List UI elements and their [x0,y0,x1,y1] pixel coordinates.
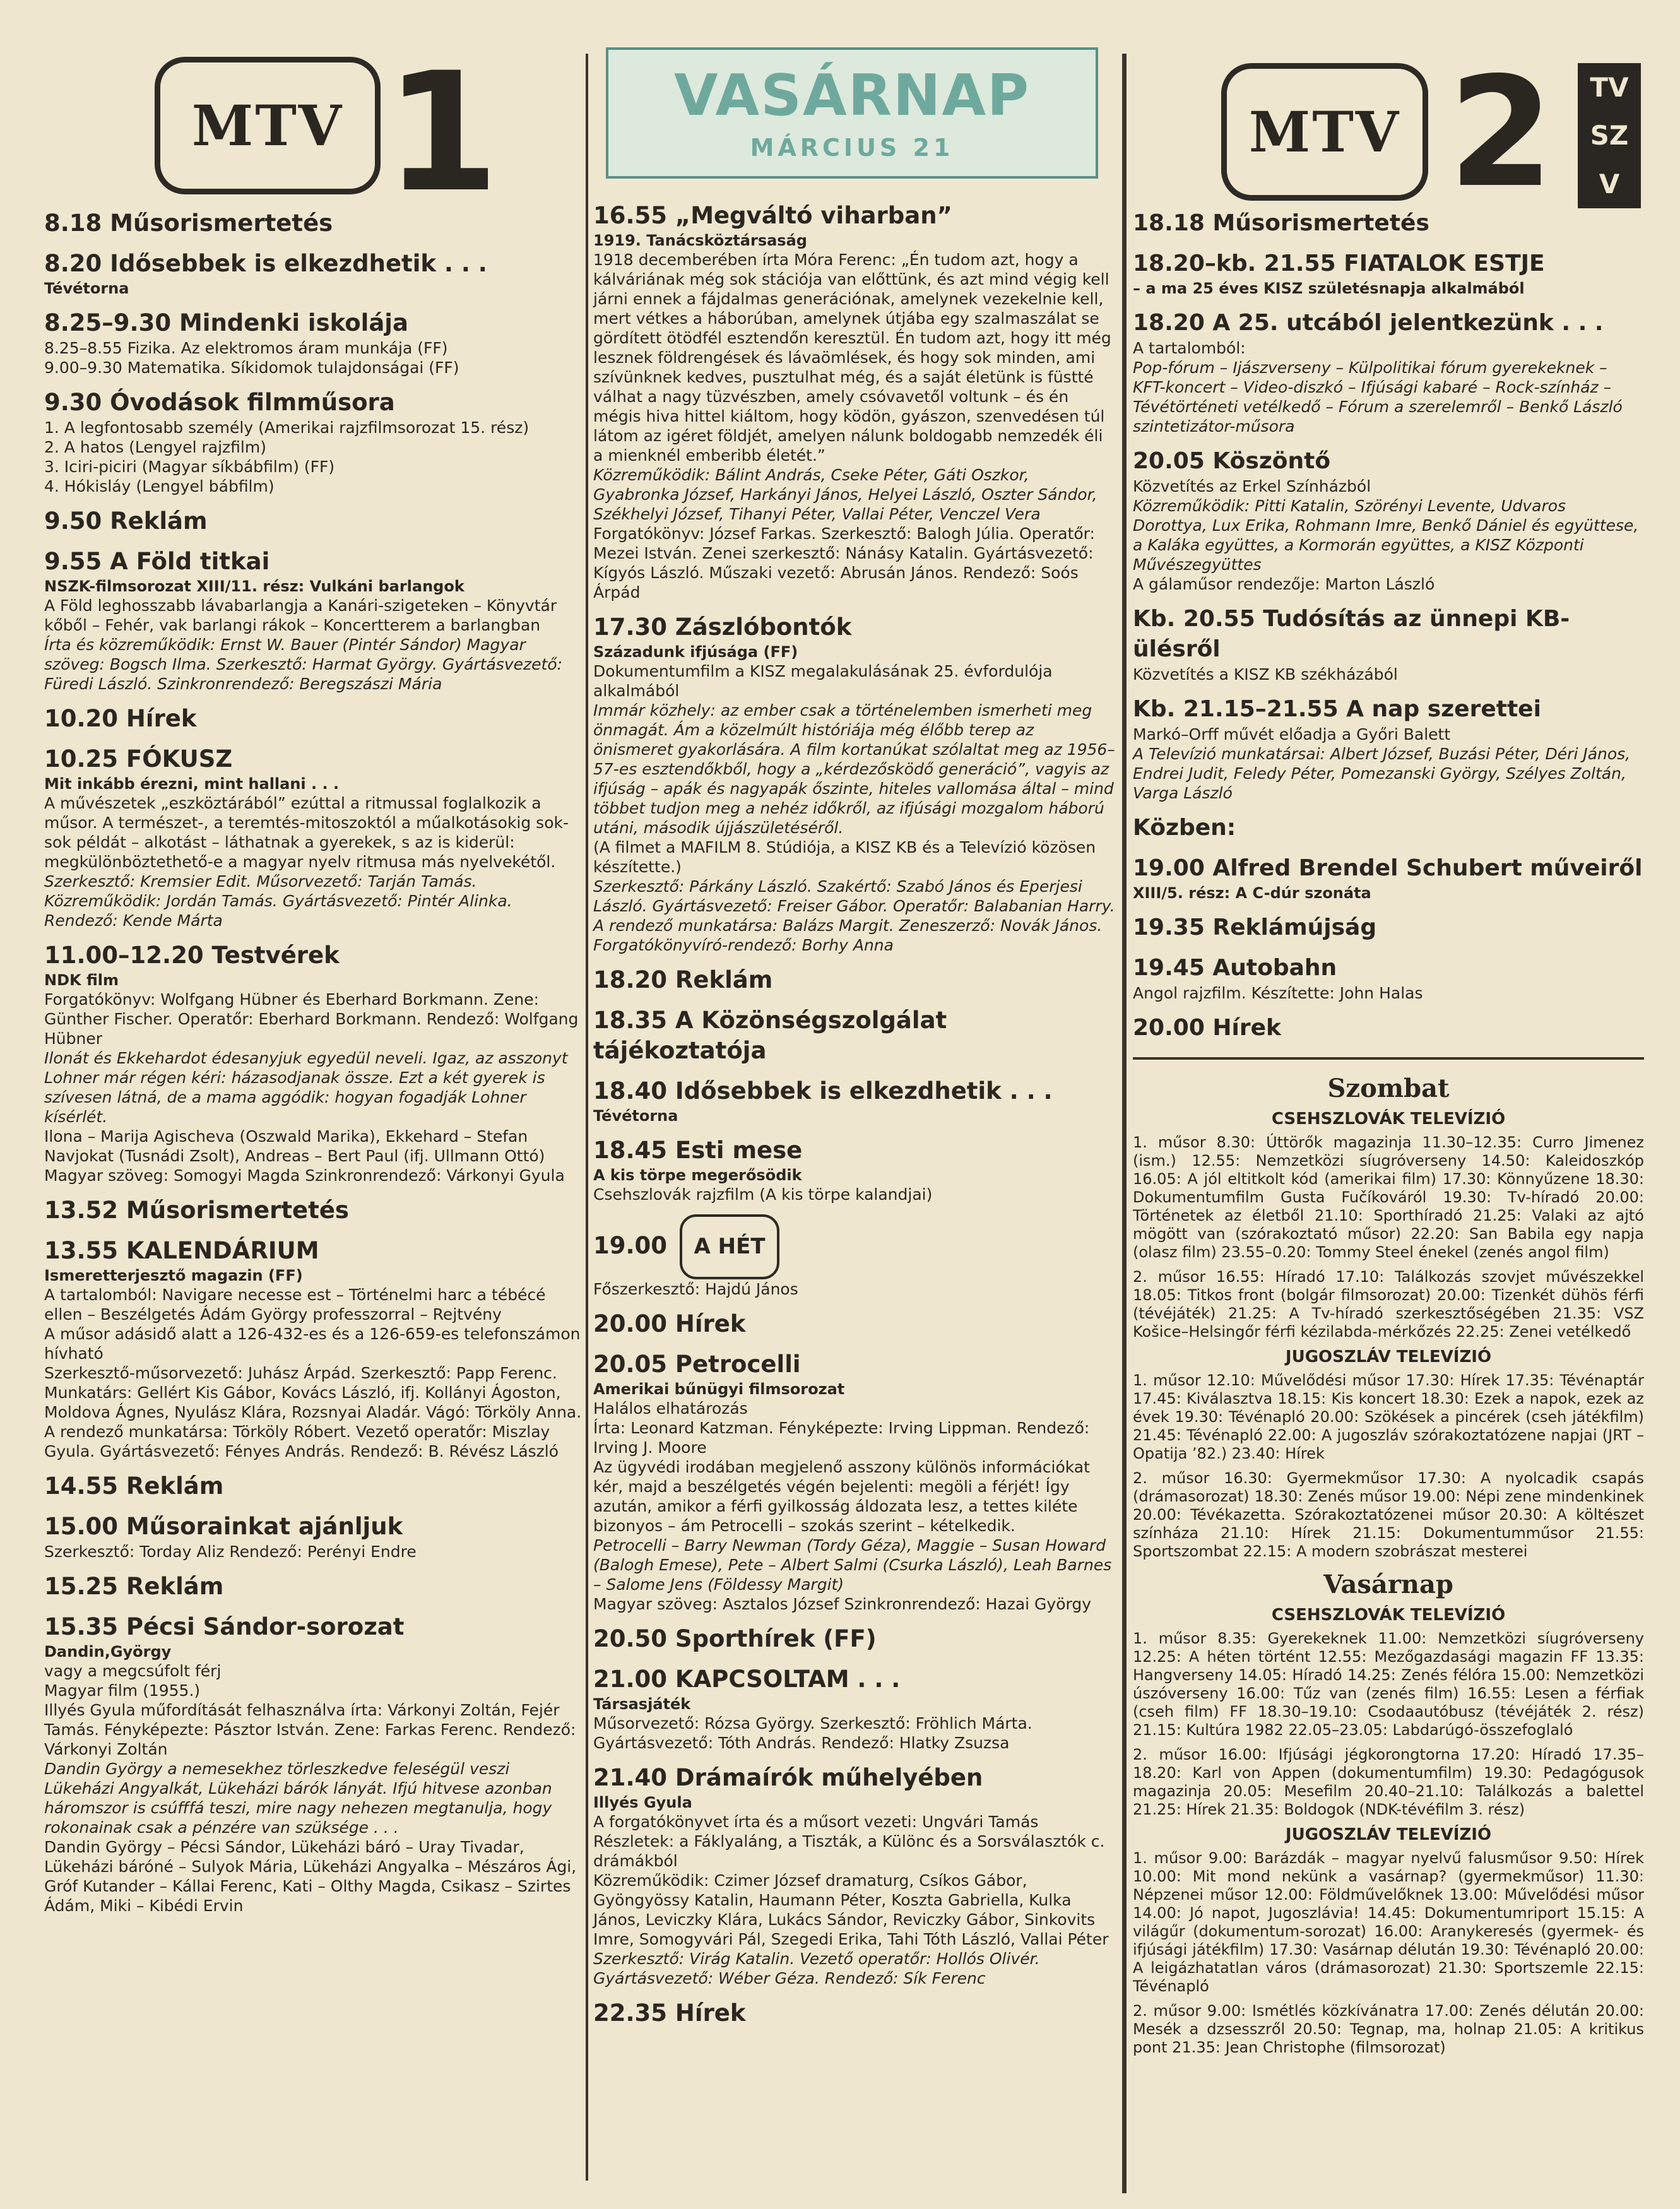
mtv2-header [1133,44,1644,221]
program-title-text: Kb. 20.55 Tudósítás az ünnepi KB-ülésről [1133,606,1570,662]
foreign-listing: 1. műsor 12.10: Művelődési műsor 17.30: Hírek 17.35: Tévénaptár 17.45: Kiválasztva 18.15: Kis koncert 18.30: Ezek a napok, ezek az évek 19.30: Tévénapló 20.00: Szökések a pincérek (cseh játékfilm) 21.45: Tévénapló 22.00: A jugoszláv szórakoztatózene napjai (JRT – Opatija ’82.) 23.40: Hírek [1133,1371,1644,1462]
sunday-program-list [593,201,1117,2028]
program-title [1133,813,1644,843]
program-title-text: 19.35 Reklámújság [1133,915,1377,940]
program-detail: A Televízió munkatársai: Albert József, Buzási Péter, Déri János, Endrei Judit, Feledy Péter, Pomezanski György, Szélyes Zoltán, Varga László [1133,745,1631,802]
program-detail: Műsorvezető: Rózsa György. Szerkesztő: Fröhlich Márta. Gyártásvezető: Tóth András. Rendező: Hlatky Zsuzsa [593,1714,1032,1752]
program-detail: Dandin György – Pécsi Sándor, Lükeházi báró – Uray Tivadar, Lükeházi báróné – Sulyok Mária, Lükeházi Angyalka – Mészáros Ági, Gróf Kutander – Kállai Ferenc, Kati – Olthy Magda, Csikasz – Szirtes Ádám, Miki – Kibédi Ervin [44,1838,577,1915]
program-entry [593,1763,1117,1988]
program-detail: Közreműködik: Bálint András, Cseke Péter, Gáti Oszkor, Gyabronka József, Harkányi János, Helyei László, Oszter Sándor, Székhelyi József, Tihanyi Péter, Vallai Péter, Venczel Vera [593,466,1097,523]
program-detail: Magyar szöveg: Asztalos József Szinkronrendező: Hazai György [593,1595,1092,1613]
program-entry [1133,853,1644,903]
program-title-text: 19.45 Autobahn [1133,955,1337,981]
program-subtitle: Tévétorna [44,280,129,297]
program-detail: Közreműködik: Pitti Katalin, Szörényi Levente, Udvaros Dorottya, Lux Erika, Rohmann Imre, Benkő Dániel és együttese, a Kaláka együttes, a Kormorán együttes, a KISZ Központi Művészegyüttes [1133,497,1639,574]
program-title [1133,853,1644,884]
foreign-listing: 2. műsor 16.30: Gyermekműsor 17.30: A nyolcadik csapás (drámasorozat) 18.30: Zenés műsor 19.00: Népi zene mindenkinek 20.00: Tévékazetta. Szórakoztatózenei műsor 20.30: A költészet színháza 21.10: Hírek 21.15: Dokumentumműsor 21.55: Sportszombat 22.15: A modern szobrászat mesterei [1133,1469,1644,1560]
program-title-text: Közben: [1133,815,1236,841]
program-title-text: 20.05 Petrocelli [593,1351,801,1378]
program-title-text: 22.35 Hírek [593,1999,746,2027]
program-entry [44,1572,584,1602]
tvsz-badge [1578,63,1641,208]
program-entry [593,612,1117,955]
program-detail: Közvetítés a KISZ KB székházából [1133,665,1398,684]
column-divider [1122,54,1127,2193]
program-entry [1133,249,1644,298]
program-title-text: 18.20 A 25. utcából jelentkezünk . . . [1133,310,1604,336]
program-entry [593,1135,1117,1204]
program-title [44,506,584,536]
program-entry [1133,913,1644,943]
program-subtitle: Társasjáték [593,1695,691,1713]
program-detail: Szerkesztő: Virág Katalin. Vezető operatőr: Hollós Olivér. Gyártásvezető: Wéber Géza. Rendező: Sík Ferenc [593,1950,1040,1987]
a-het-logo: A HÉT [680,1214,779,1279]
program-title [1133,913,1644,943]
program-title-text: 20.00 Hírek [593,1310,746,1337]
program-title-text: 15.35 Pécsi Sándor-sorozat [44,1613,405,1640]
badge-line: SZ [1590,120,1629,151]
program-detail: 8.25–8.55 Fizika. Az elektromos áram munkája (FF) [44,339,448,357]
program-entry [593,1624,1117,1654]
program-detail: 1. A legfontosabb személy (Amerikai rajzfilmsorozat 15. rész) [44,418,529,437]
program-detail: Markó–Orff művét előadja a Győri Balett [1133,725,1451,743]
program-title [593,1309,1117,1339]
program-title-text: Kb. 21.15–21.55 A nap szerettei [1133,696,1541,722]
mtv2-column [1133,44,1644,2063]
channel-number: 2 [1448,44,1554,221]
program-detail: Dokumentumfilm a KISZ megalakulásának 25. évfordulója alkalmából [593,662,1053,700]
program-title-text: 18.20–kb. 21.55 FIATALOK ESTJE [1133,251,1545,276]
day-date: MÁRCIUS 21 [750,134,954,162]
program-detail: Szerkesztő-műsorvezető: Juhász Árpád. Szerkesztő: Papp Ferenc. Munkatárs: Gellért Kis Gábor, Kovács László, ifj. Kollányi Ágoston, Moldova Ágnes, Nyulász Klára, Rozsnyai Aladár. Vágó: Törköly Anna. A rendező munkatársa: Törköly Róbert. Vezető operatőr: Miszlay Gyula. Gyártásvezető: Fényes András. Rendező: B. Révész László [44,1364,582,1460]
program-detail: A művészetek „eszköztárából” ezúttal a ritmussal foglalkozik a műsor. A természet-, a teremtés-mitoszoktól a műalkotásokig sok-sok példát – alkotást – láthatnak a gyerekek, s az is kiderül: megkülönböztethető-e a magyar nyelv ritmusa más nyelvekétől. [44,794,569,871]
foreign-listing: 1. műsor 8.35: Gyerekeknek 11.00: Nemzetközi síugróverseny 12.25: A héten történt 12.55: Mezőgazdasági magazin FF 13.35: Hangverseny 14.05: Híradó 14.25: Zenés félóra 15.00: Nemzetközi úszóverseny 16.00: Tűz van (zenés film) 16.55: Lesen a férfiak (cseh film) FF 18.30–19.10: Csodaautóbusz (tévéjáték 2. rész) 21.15: Kultúra 1982 22.05–23.05: Labdarúgó-összefoglaló [1133,1630,1644,1739]
program-title-text: 15.25 Reklám [44,1573,224,1600]
program-entry [593,1214,1117,1299]
program-subtitle: Illyés Gyula [593,1794,692,1811]
foreign-channel-heading: CSEHSZLOVÁK TELEVÍZIÓ [1271,1606,1506,1625]
program-title-text: 8.25–9.30 Mindenki iskolája [44,309,408,336]
program-title [44,1236,584,1266]
program-entry [593,1998,1117,2028]
program-detail: Részletek: a Fáklyaláng, a Tiszták, a Különc és a Sorsválasztók c. drámákból [593,1832,1105,1870]
program-title-text: 20.00 Hírek [1133,1015,1281,1041]
program-detail: Ilonát és Ekkehardot édesanyjuk egyedül neveli. Igaz, az asszonyt Lohner már régen kéri: házasodjanak össze. Ezt a két gyerek is szívesen látná, de a mama aggódik: hogyan fogadják Lohner kísérlét. [44,1049,568,1126]
program-detail: Angol rajzfilm. Készítette: John Halas [1133,984,1423,1002]
program-detail: 9.00–9.30 Matematika. Síkidomok tulajdonságai (FF) [44,358,459,377]
program-detail: A tartalomból: Navigare necesse est – Történelmi harc a tébécé ellen – Beszélgetés Ádám György professzorral – Rejtvény [44,1286,546,1324]
program-title [1133,953,1644,983]
program-title [1133,308,1644,338]
program-detail: Közreműködik: Czimer József dramaturg, Csíkos Gábor, Gyöngyössy Katalin, Haumann Péter, Koszta Gabriella, Kulka János, Leviczky Klára, Lukács Sándor, Reviczky Gábor, Sinkovits Imre, Somogyvári Pál, Szegedi Erika, Tahi Tóth László, Vallai Péter [593,1871,1109,1948]
foreign-day-heading: Szombat [1327,1074,1450,1103]
foreign-channel-heading: JUGOSZLÁV TELEVÍZIÓ [1285,1347,1492,1366]
program-title [1133,446,1644,477]
program-detail: Csehszlovák rajzfilm (A kis törpe kalandjai) [593,1185,933,1204]
program-detail: 2. A hatos (Lengyel rajzfilm) [44,438,266,456]
program-detail: (A filmet a MAFILM 8. Stúdiója, a KISZ KB és a Televízió közösen készítette.) [593,838,1096,876]
program-title [593,1664,1117,1695]
program-detail: 3. Iciri-piciri (Magyar síkbábfilm) (FF) [44,458,335,476]
program-title [44,1195,584,1226]
program-subtitle: Ismeretterjesztő magazin (FF) [44,1267,303,1284]
program-entry [44,308,584,377]
program-entry [44,1512,584,1561]
program-title [1133,208,1644,239]
program-title-text: 9.50 Reklám [44,507,208,535]
program-title-text: 11.00–12.20 Testvérek [44,942,340,969]
program-title [593,1624,1117,1654]
program-detail: Dandin György a nemesekhez törleszkedve feleségül veszi Lükeházi Angyalkát, Lükeházi bárók lányát. Ifjú hitvese azonban háromszor is csúfffá teszi, mire nagy nehezen megtanulja, hogy rokonainak csak a pénzére van szüksége . . . [44,1760,552,1837]
day-banner [606,47,1098,179]
program-title [44,208,584,239]
program-detail: Írta: Leonard Katzman. Fényképezte: Irving Lippman. Rendező: Irving J. Moore [593,1419,1090,1457]
program-title [593,965,1117,995]
program-entry [44,547,584,694]
program-title-text: 18.40 Idősebbek is elkezdhetik . . . [593,1077,1053,1104]
program-title [44,249,584,279]
program-detail: Petrocelli – Barry Newman (Tordy Géza), Maggie – Susan Howard (Balogh Emese), Pete – Albert Salmi (Csurka László), Leah Barnes – Salome Jens (Földessy Margit) [593,1536,1112,1594]
program-detail: Közvetítés az Erkel Színházból [1133,477,1371,495]
program-entry [1133,1013,1644,1043]
program-title-text: 8.18 Műsorismertetés [44,210,333,237]
program-detail: Magyar szöveg: Somogyi Magda Szinkronrendező: Várkonyi Gyula [44,1166,565,1185]
mtv-logo: MTV [155,57,381,194]
program-title-text: 18.35 A Közönségszolgálat tájékoztatója [593,1007,947,1064]
program-title [593,1349,1117,1380]
program-title-text: 21.00 KAPCSOLTAM . . . [593,1666,901,1693]
program-detail: 1918 decemberében írta Móra Ferenc: „Én tudom azt, hogy a kálváriának még sok stációja van előttünk, és azt mind végig kell járni ennek a fájdalmas generációnak, amelynek vezekelnie kell, mert vétkes a háborúban, amelynek útjába egy szalmaszálat se gördített ötödfél esztendőn keresztül. Én tudom azt, hogy itt még lesznek földrengések és lávaömlések, és hogy sok minden, ami szívünknek kedves, pusztulhat még, és a saját életünk is füstté válhat a nagy tüzvészben, amely csóvavetől voltunk – és én mégis hiva hittel kiáltom, hogy ködön, gyászon, szenvedésen túl látom az igéret földjét, amelyen nálunk boldogabb nemzedék éli a mienknél emberibb életét.” [593,251,1111,465]
program-detail: A gálaműsor rendezője: Marton László [1133,575,1435,593]
program-entry [593,965,1117,995]
program-entry [1133,694,1644,803]
program-title [44,308,584,338]
program-title-text: 9.30 Óvodások filmműsora [44,389,395,416]
program-title [1133,249,1644,279]
program-subtitle: NDK film [44,971,119,989]
program-entry [44,506,584,536]
program-entry [44,1195,584,1226]
program-detail: A Föld leghosszabb lávabarlangja a Kanári-szigeteken – Könyvtár kőből – Fehér, vak barlangi rákok – Koncertterem a barlangban [44,596,557,634]
program-subtitle: – a ma 25 éves KISZ születésnapja alkalmából [1133,280,1525,297]
program-detail: Pop-fórum – Ijászverseny – Külpolitikai fórum gyerekeknek – KFT-koncert – Video-diszkó – Ifjúsági kabaré – Rock-színház – Tévétörténeti vetélkedő – Fórum a szerelemről – Benkő László szintetizátor-műsora [1133,358,1623,435]
foreign-listing: 2. műsor 9.00: Ismétlés közkívánatra 17.00: Zenés délután 20.00: Mesék a dzsesszről 20.50: Tegnap, ma, holnap 21.05: A kritikus pont 21.35: Jean Christophe (filmsorozat) [1133,2002,1644,2056]
program-subtitle: NSZK-filmsorozat XIII/11. rész: Vulkáni barlangok [44,577,464,595]
program-title-text: 18.45 Esti mese [593,1137,803,1164]
program-entry [1133,953,1644,1003]
program-title-text: 8.20 Idősebbek is elkezdhetik . . . [44,250,487,277]
program-title-text: 17.30 Zászlóbontók [593,613,852,641]
program-detail: Szerkesztő: Torday Aliz Rendező: Perényi Endre [44,1543,417,1561]
program-entry [593,1076,1117,1125]
program-detail: A tartalomból: [1133,339,1246,357]
program-subtitle: 1919. Tanácsköztársaság [593,232,807,249]
program-title-text: 20.05 Köszöntő [1133,448,1331,474]
program-detail: Ilona – Marija Agischeva (Oszwald Marika), Ekkehard – Stefan Navjokat (Tusnádi Zsolt), Andreas – Bert Paul (ifj. Ullmann Ottó) [44,1127,545,1165]
program-title-text: 10.25 FÓKUSZ [44,745,233,773]
program-title [44,704,584,734]
program-detail: vagy a megcsúfolt férj [44,1662,222,1680]
mtv2-program-list [1133,208,1644,1043]
program-entry [593,1664,1117,1753]
program-detail: 4. Hókisláy (Lengyel bábfilm) [44,477,275,495]
program-subtitle: A kis törpe megerősödik [593,1166,802,1184]
section-divider [1133,1057,1644,1060]
program-entry [593,1349,1117,1614]
program-detail: Magyar film (1955.) [44,1681,201,1700]
program-entry [593,201,1117,602]
program-detail: Forgatókönyv: Wolfgang Hübner és Eberhard Borkmann. Zene: Günther Fischer. Operatőr: Eberhard Borkmann. Rendező: Wolfgang Hübner [44,990,579,1048]
program-title [593,1214,1117,1279]
foreign-listing: 2. műsor 16.55: Híradó 17.10: Találkozás szovjet művészekkel 18.05: Titkos front (bolgár filmsorozat) 20.00: Tizenkét dühös férfi (tévéjáték) 21.25: A Tv-híradó szerkesztőségében 21.35: VSZ Košice–Helsingőr férfi kézilabda-mérkőzés 22.25: Zenei vetélkedő [1133,1268,1644,1341]
column-divider [586,54,588,2181]
program-entry [44,744,584,930]
program-entry [593,1005,1117,1066]
program-title-text: 9.55 A Föld titkai [44,548,270,575]
foreign-listing: 1. műsor 9.00: Barázdák – magyar nyelvű falusműsor 9.50: Hírek 10.00: Mit mond nekünk a vasárnap? (gyermekműsor) 11.30: Népzenei műsor 12.00: Földművelőknek 13.00: Művelődési műsor 14.00: Jó napot, Jugoszlávia! 14.45: Dokumentumriport 15.15: A világűr (dokumentum-sorozat) 16.00: Aranykeresés (gyermek- és ifjúsági játékfilm) 17.30: Vasárnap délután 19.30: Tévénapló 20.00: A leigázhatatlan város (drámasorozat) 21.30: Sportszemle 22.15: Tévénapló [1133,1849,1644,1995]
program-detail: Forgatókönyv: József Farkas. Szerkesztő: Balogh Júlia. Operatőr: Mezei István. Zenei szerkesztő: Nánásy Katalin. Gyártásvezető: Kígyós László. Műszaki vezető: Abrusán János. Rendező: Soós Árpád [593,524,1095,601]
foreign-tv-listings [1133,1074,1644,2057]
program-title [593,1005,1117,1066]
program-title-text: 18.18 Műsorismertetés [1133,210,1429,236]
foreign-channel-heading: CSEHSZLOVÁK TELEVÍZIÓ [1271,1110,1506,1128]
program-title [593,1076,1117,1106]
program-entry [44,1471,584,1501]
program-title [1133,1013,1644,1043]
program-title-text: 13.52 Műsorismertetés [44,1197,349,1224]
program-title [44,388,584,418]
foreign-day-heading: Vasárnap [1323,1570,1453,1599]
program-title-text: 15.00 Műsorainkat ajánljuk [44,1513,403,1540]
program-entry [44,704,584,734]
program-title-text: 19.00 [593,1232,668,1259]
mtv1-column [44,38,584,1926]
program-title [1133,694,1644,725]
program-title-text: 14.55 Reklám [44,1472,224,1500]
program-title [593,1763,1117,1793]
foreign-channel-heading: JUGOSZLÁV TELEVÍZIÓ [1285,1825,1492,1844]
program-title-text: 18.20 Reklám [593,966,773,993]
program-entry [1133,208,1644,239]
program-detail: A műsor adásidő alatt a 126-432-es és a 126-659-es telefonszámon hívható [44,1325,581,1363]
program-detail: Halálos elhatározás [593,1399,748,1418]
program-subtitle: Amerikai bűnügyi filmsorozat [593,1380,845,1398]
channel-number: 1 [385,38,493,228]
program-title [44,1612,584,1642]
program-detail: A forgatókönyvet írta és a műsort vezeti: Ungvári Tamás [593,1813,1039,1831]
program-title [593,1998,1117,2028]
program-title-text: 16.55 „Megváltó viharban” [593,202,952,229]
program-entry [1133,446,1644,594]
program-detail: Illyés Gyula műfordítását felhasználva írta: Várkonyi Zoltán, Fejér Tamás. Fényképezte: Pásztor István. Zene: Farkas Ferenc. Rendező: Várkonyi Zoltán [44,1701,576,1758]
program-subtitle: Mit inkább érezni, mint hallani . . . [44,775,340,793]
program-title [1133,604,1644,665]
program-entry [44,940,584,1185]
program-title [44,1572,584,1602]
program-title [593,612,1117,643]
program-entry [44,208,584,239]
program-entry [1133,604,1644,684]
program-title [44,940,584,971]
foreign-listing: 1. műsor 8.30: Úttörők magazinja 11.30–12.35: Curro Jimenez (ism.) 12.55: Nemzetközi síugróverseny 14.50: Kaleidoszkóp 16.05: A jól eltitkolt kód (amerikai film) 17.30: Könnyűzene 18.30: Dokumentumfilm Gusta Fučíkováról 19.30: Tv-híradó 20.00: Történetek az életből 21.10: Sporthíradó 21.25: Valaki az ajtó mögött van (szórakoztató műsor) 22.20: San Babila egy napja (olasz film) 23.55–0.20: Tommy Steel énekel (zenés angol film) [1133,1134,1644,1261]
program-title-text: 19.00 Alfred Brendel Schubert műveiről [1133,855,1643,881]
program-title-text: 10.20 Hírek [44,705,197,732]
badge-line: TV [1590,71,1629,103]
program-detail: Az ügyvédi irodában megjelenő asszony különös információkat kér, majd a beszélgetés végén bejelenti: megöli a férjét! Így azután, amikor a férfi gyilkosság áldozata lesz, a tettes kiléte bizonyos – ám Petrocelli – szokás szerint – kételkedik. [593,1458,1090,1535]
program-entry [44,1612,584,1916]
program-detail: Immár közhely: az ember csak a történelemben ismerheti meg önmagát. Ám a közelmúlt históriája még élőbb terep az önismeret gyakorlására. A film kortanúkat szólaltat meg az 1956–57-es esztendőkből, hogy a „kérdezősködő generáció”, vagyis az ifjúság – apák és nagyapák őszinte, hiteles vallomása által – mind többet tudjon meg a nehéz időkről, az ifjúsági mozgalom háború utáni, második újjászületéséről. [593,701,1115,837]
program-title [44,1471,584,1501]
badge-line: V [1599,169,1620,200]
program-subtitle: XIII/5. rész: A C-dúr szonáta [1133,884,1371,902]
program-entry [44,1236,584,1461]
sunday-column [593,44,1117,2039]
program-title [44,547,584,577]
program-detail: Szerkesztő: Párkány László. Szakértő: Szabó János és Eperjesi László. Gyártásvezető: Freiser Gábor. Operatőr: Balabanian Harry. A rendező munkatársa: Balázs Margit. Zeneszerző: Novák János. Forgatókönyvíró-rendező: Borhy Anna [593,877,1115,954]
program-title-text: 20.50 Sporthírek (FF) [593,1625,877,1652]
mtv-logo: MTV [1221,63,1428,201]
program-detail: Szerkesztő: Kremsier Edit. Műsorvezető: Tarján Tamás. Közreműködik: Jordán Tamás. Gyártásvezető: Pintér Alinka. Rendező: Kende Márta [44,872,512,930]
program-entry [1133,813,1644,843]
program-subtitle: Századunk ifjúsága (FF) [593,643,798,661]
program-title [44,1512,584,1542]
program-detail: Írta és közreműködik: Ernst W. Bauer (Pintér Sándor) Magyar szöveg: Bogsch Ilma. Szerkesztő: Harmat György. Gyártásvezető: Füredi László. Szinkronrendező: Beregszászi Mária [44,636,563,693]
program-title [44,744,584,774]
program-title-text: 21.40 Drámaírók műhelyében [593,1764,983,1791]
program-entry [44,249,584,298]
program-title [593,201,1117,231]
program-subtitle: Tévétorna [593,1107,678,1125]
program-detail: Főszerkesztő: Hajdú János [593,1280,798,1298]
program-subtitle: Dandin,György [44,1643,172,1661]
program-entry [44,388,584,496]
program-entry [593,1309,1117,1339]
day-title: VASÁRNAP [674,62,1030,129]
foreign-listing: 2. műsor 16.00: Ifjúsági jégkorongtorna 17.20: Híradó 17.35–18.20: Karl von Appen (dokumentumfilm) 19.30: Pedagógusok magazinja 20.05: Mesefilm 20.40–21.10: Találkozás a balettel 21.25: Hírek 21.35: Boldogok (NDK-tévéfilm 3. rész) [1133,1746,1644,1818]
program-title-text: 13.55 KALENDÁRIUM [44,1237,319,1264]
mtv1-program-list [44,208,584,1916]
program-entry [1133,308,1644,436]
program-title [593,1135,1117,1166]
